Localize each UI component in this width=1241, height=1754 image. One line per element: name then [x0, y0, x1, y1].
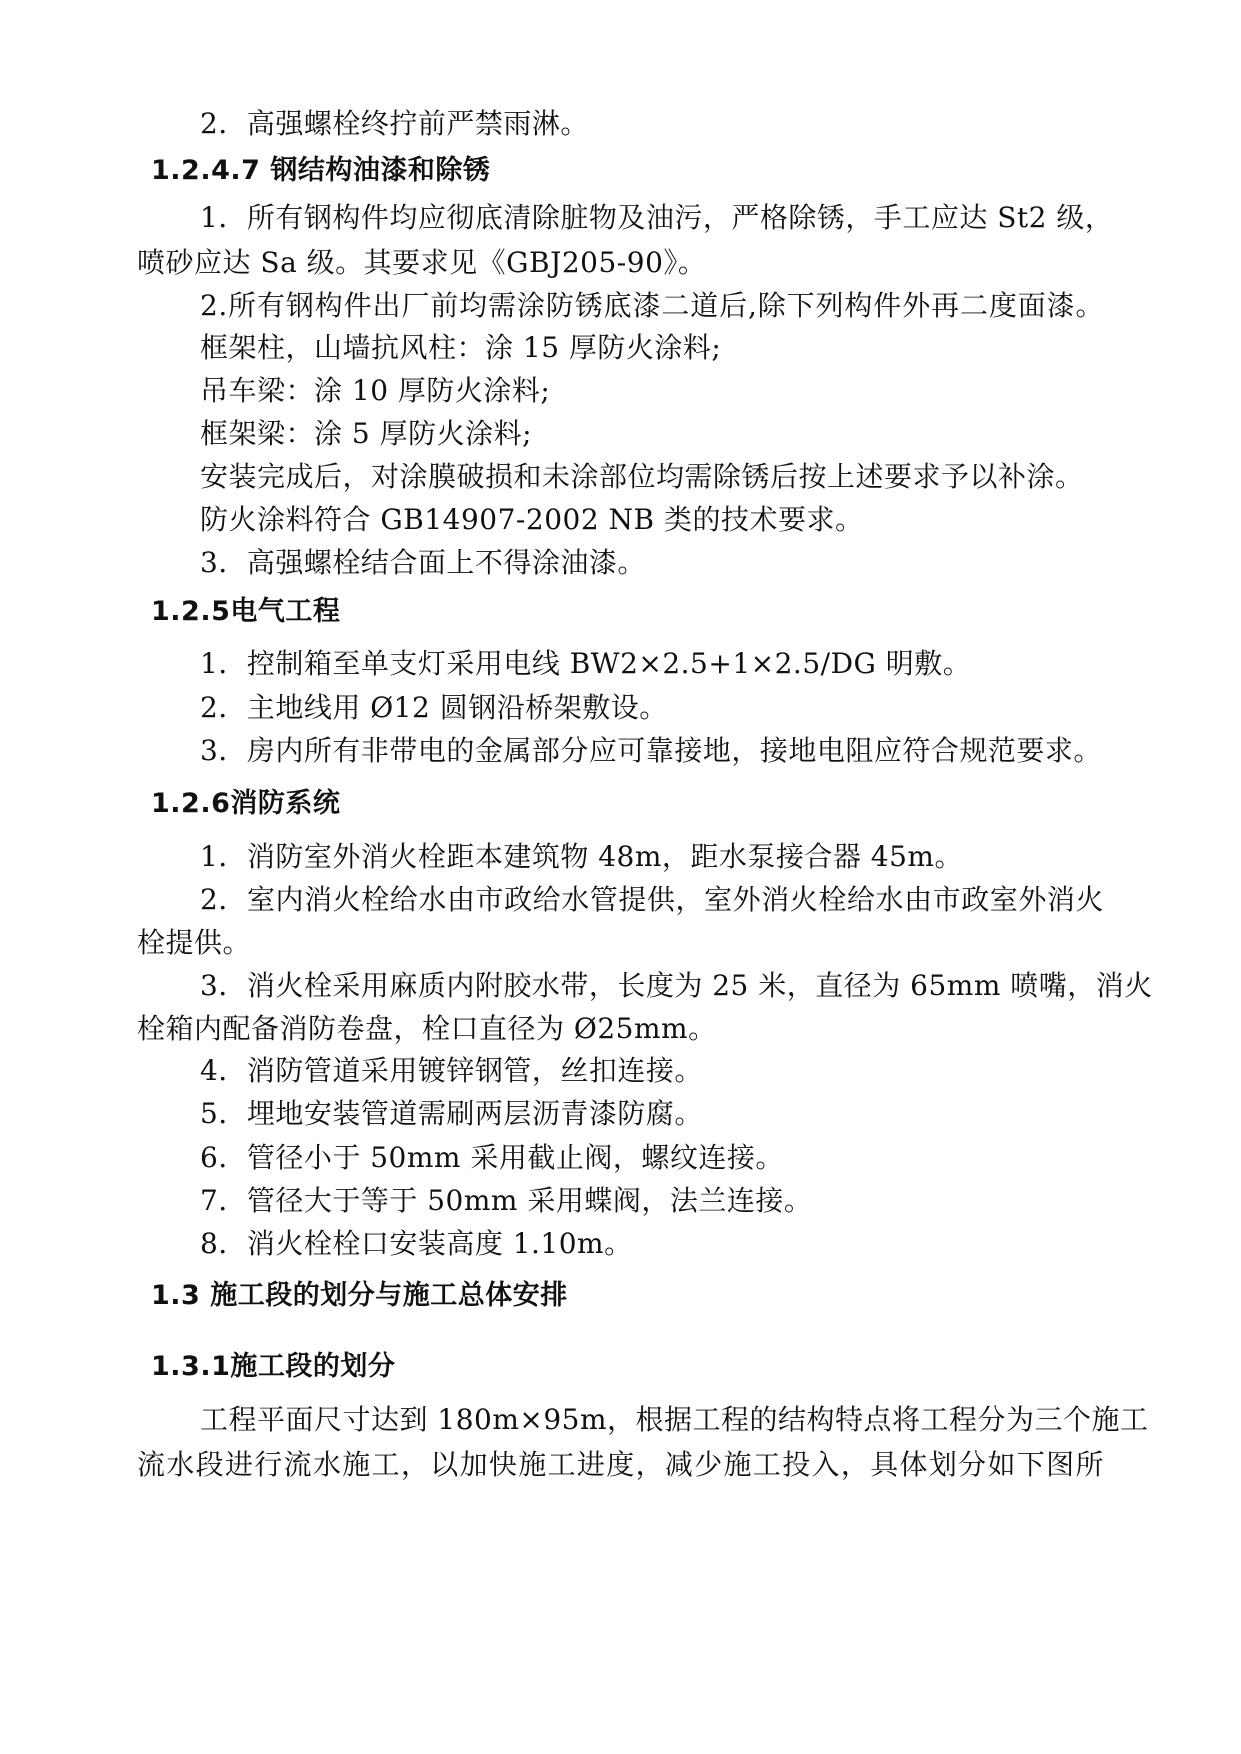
paragraph-line: 栓箱内配备消防卷盘，栓口直径为 Ø25mm。	[137, 1012, 717, 1045]
paragraph-line: 2．室内消火栓给水由市政给水管提供，室外消火栓给水由市政室外消火	[200, 883, 1104, 916]
paragraph-line: 3．高强螺栓结合面上不得涂油漆。	[200, 546, 646, 579]
paragraph-line: 吊车梁：涂 10 厚防火涂料;	[200, 374, 551, 407]
paragraph-line: 工程平面尺寸达到 180m×95m，根据工程的结构特点将工程分为三个施工	[200, 1403, 1149, 1436]
paragraph-line: 1．所有钢构件均应彻底清除脏物及油污，严格除锈，手工应达 St2 级，	[200, 201, 1114, 234]
paragraph-line: 3．房内所有非带电的金属部分应可靠接地，接地电阻应符合规范要求。	[200, 734, 1102, 767]
paragraph-line: 防火涂料符合 GB14907-2002 NB 类的技术要求。	[200, 503, 864, 536]
section-heading: 1.3 施工段的划分与施工总体安排	[151, 1280, 568, 1311]
paragraph-line: 3．消火栓采用麻质内附胶水带，长度为 25 米，直径为 65mm 喷嘴，消火	[200, 969, 1153, 1002]
paragraph-line: 7．管径大于等于 50mm 采用蝶阀，法兰连接。	[200, 1184, 813, 1217]
paragraph-line: 2．高强螺栓终拧前严禁雨淋。	[200, 107, 589, 140]
paragraph-line: 8．消火栓栓口安装高度 1.10m。	[200, 1227, 633, 1260]
section-heading: 1.2.4.7 钢结构油漆和除锈	[151, 155, 491, 186]
paragraph-line: 4．消防管道采用镀锌钢管，丝扣连接。	[200, 1054, 703, 1087]
paragraph-line: 1．控制箱至单支灯采用电线 BW2×2.5+1×2.5/DG 明敷。	[200, 647, 972, 680]
paragraph-line: 5．埋地安装管道需刷两层沥青漆防腐。	[200, 1097, 703, 1130]
paragraph-line: 喷砂应达 Sa 级。其要求见《GBJ205-90》。	[137, 246, 707, 279]
section-heading: 1.2.6消防系统	[151, 788, 341, 819]
section-heading: 1.2.5电气工程	[151, 596, 341, 627]
paragraph-line: 2．主地线用 Ø12 圆钢沿桥架敷设。	[200, 691, 668, 724]
paragraph-line: 1．消防室外消火栓距本建筑物 48m，距水泵接合器 45m。	[200, 840, 963, 873]
paragraph-line: 6．管径小于 50mm 采用截止阀，螺纹连接。	[200, 1141, 784, 1174]
paragraph-line: 安装完成后，对涂膜破损和未涂部位均需除锈后按上述要求予以补涂。	[200, 460, 1084, 493]
paragraph-line: 框架梁：涂 5 厚防火涂料;	[200, 417, 533, 450]
paragraph-line: 栓提供。	[137, 926, 252, 959]
paragraph-line: 2.所有钢构件出厂前均需涂防锈底漆二道后,除下列构件外再二度面漆。	[200, 289, 1104, 322]
paragraph-line: 框架柱，山墙抗风柱：涂 15 厚防火涂料;	[200, 331, 722, 364]
paragraph-line: 流水段进行流水施工，以加快施工进度，减少施工投入，具体划分如下图所	[137, 1448, 1104, 1481]
section-heading: 1.3.1施工段的划分	[151, 1351, 396, 1382]
